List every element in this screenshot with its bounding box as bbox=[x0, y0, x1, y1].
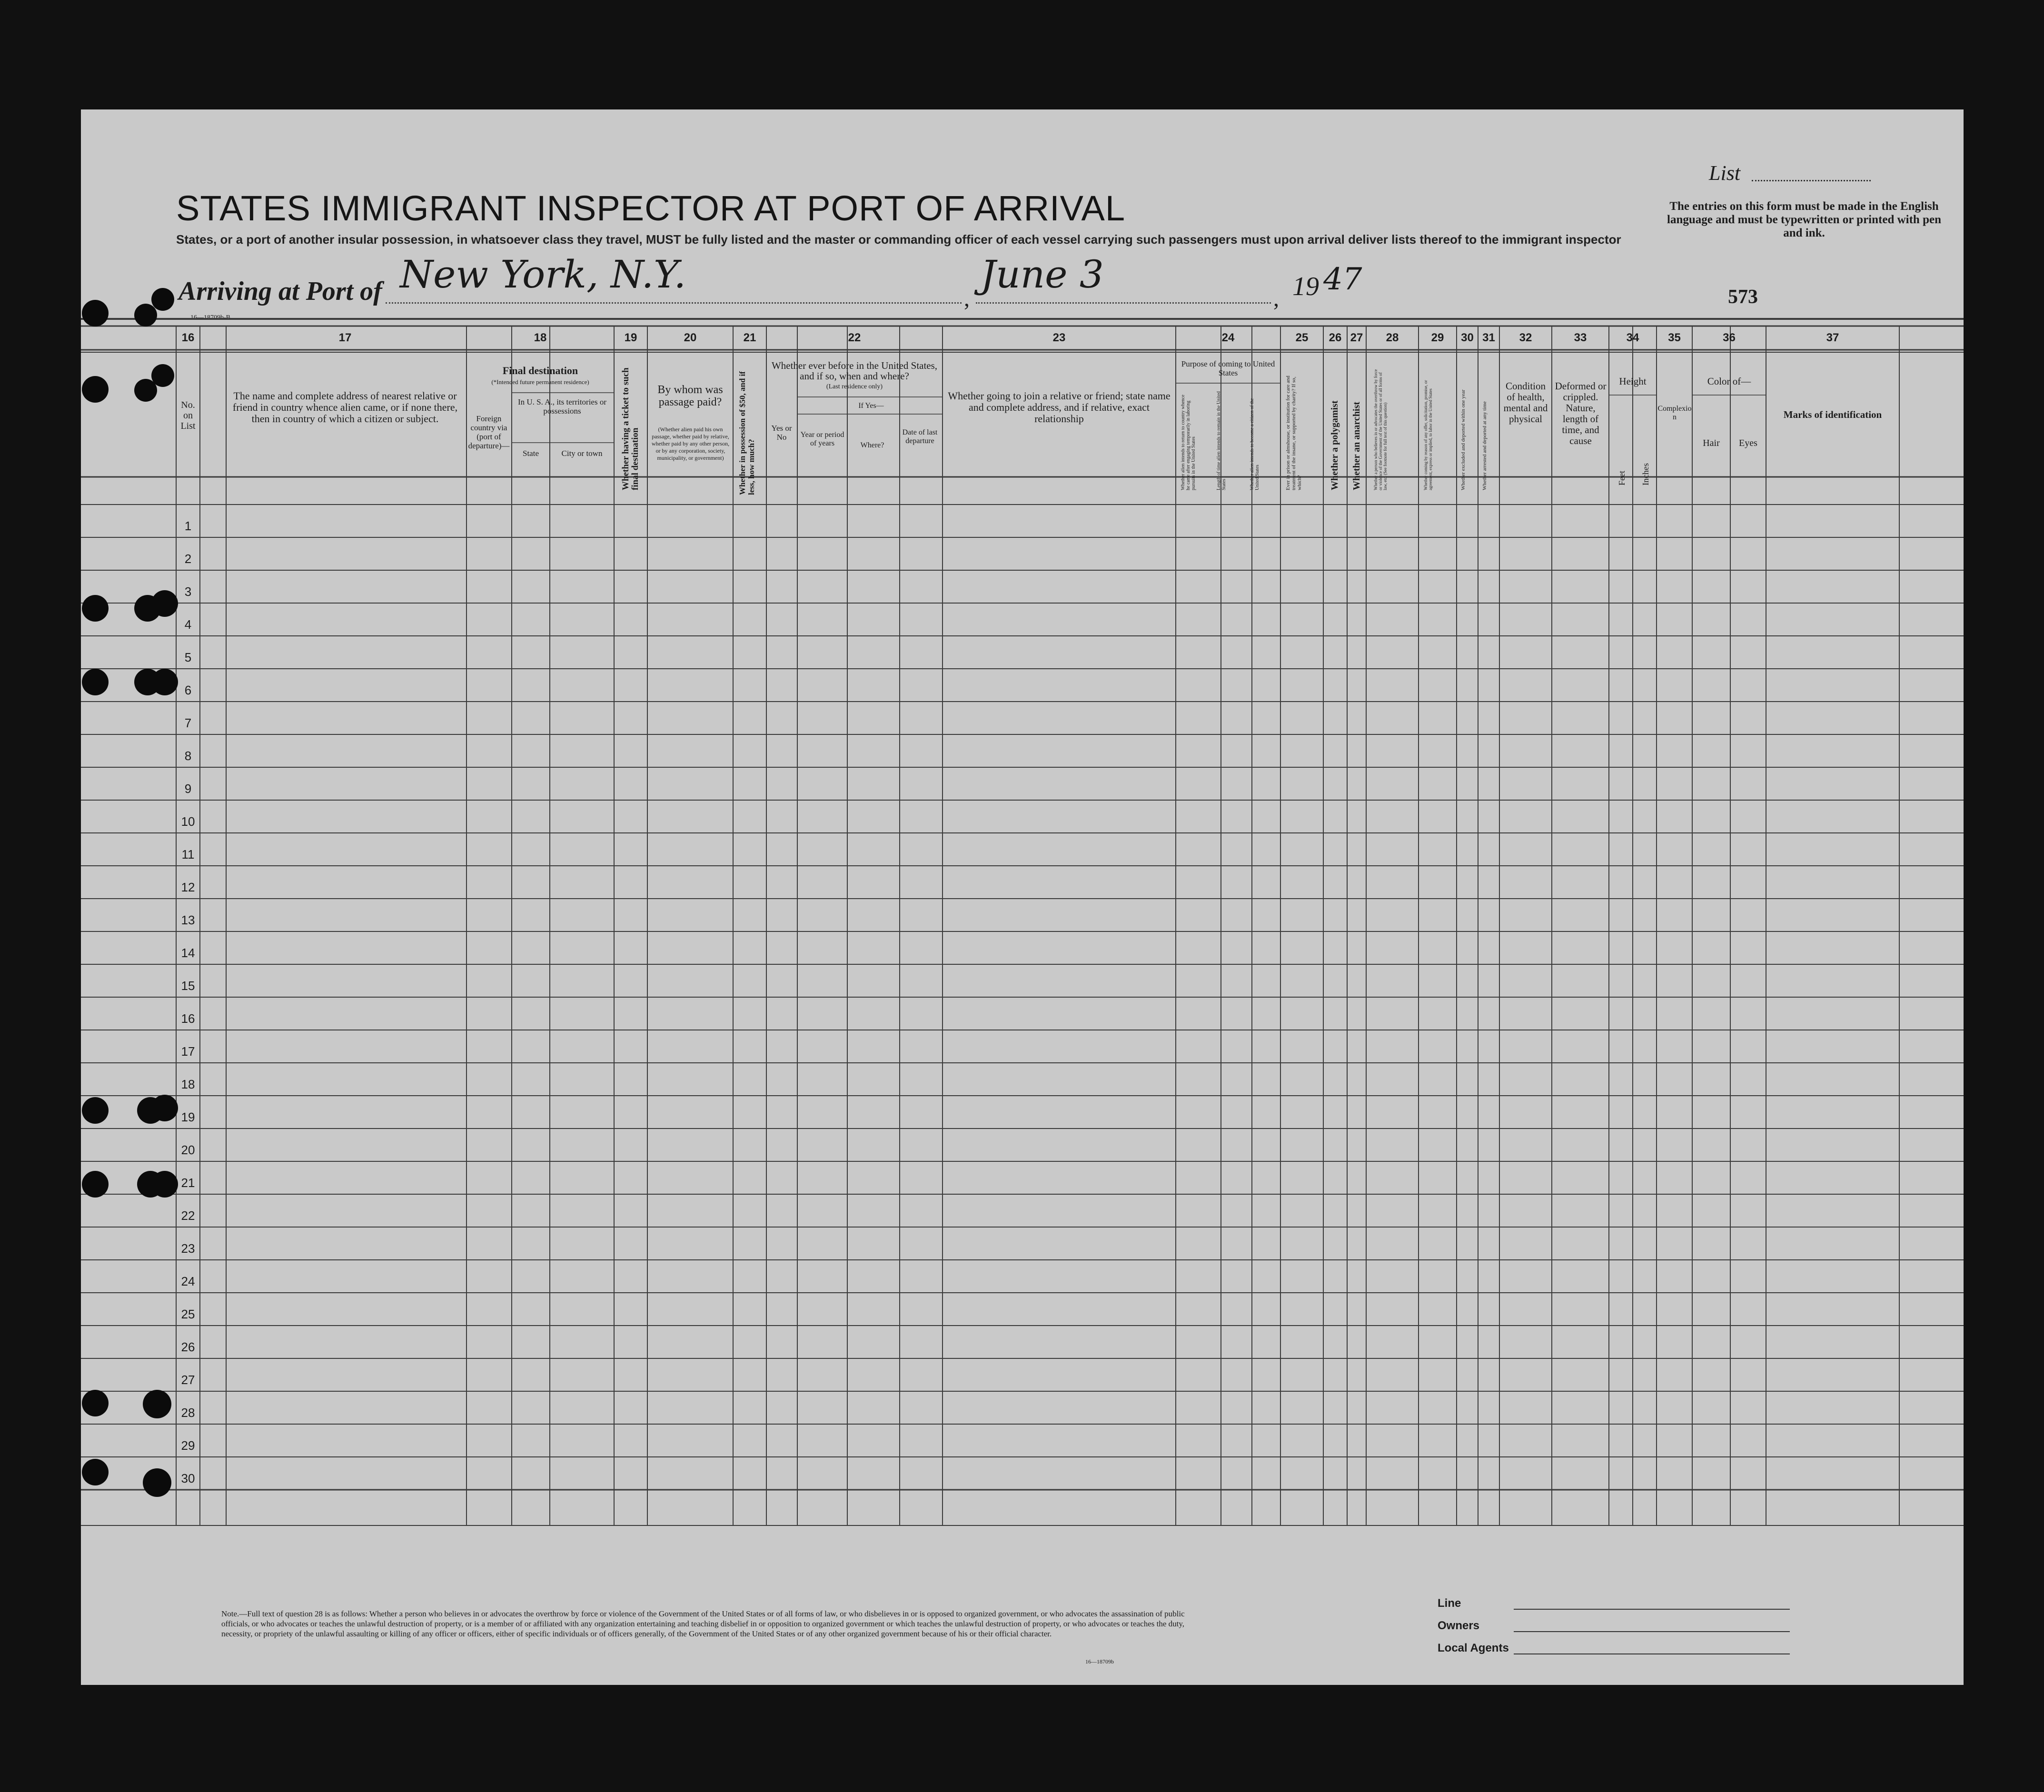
row-number: 12 bbox=[181, 880, 195, 894]
column-number-17: 17 bbox=[338, 331, 352, 344]
row-number: 26 bbox=[181, 1340, 195, 1354]
column-number-37: 37 bbox=[1826, 331, 1839, 344]
footer-agents-label: Local Agents bbox=[1438, 1642, 1509, 1654]
punch-hole bbox=[151, 1171, 178, 1198]
punch-hole bbox=[151, 669, 178, 695]
punch-hole bbox=[143, 1468, 171, 1497]
row-number: 17 bbox=[181, 1044, 195, 1059]
row-number: 20 bbox=[181, 1143, 195, 1157]
header-purpose: Purpose of coming to United States bbox=[1181, 359, 1275, 377]
manifest-grid bbox=[81, 109, 1964, 1685]
column-number-36: 36 bbox=[1723, 331, 1736, 344]
punch-hole bbox=[151, 364, 174, 387]
header-year-period: Year or period of years bbox=[800, 431, 844, 447]
column-number-31: 31 bbox=[1482, 331, 1495, 344]
punch-hole bbox=[151, 590, 178, 617]
column-number-28: 28 bbox=[1386, 331, 1399, 344]
row-number: 16 bbox=[181, 1011, 195, 1026]
row-number: 1 bbox=[184, 519, 192, 533]
header-marks: Marks of identification bbox=[1783, 409, 1882, 420]
row-number: 2 bbox=[184, 552, 192, 566]
header-purpose-citizen: Whether alien intends to become a citizen of the United States bbox=[1250, 398, 1260, 490]
header-final-destination: Final destination bbox=[502, 365, 578, 376]
date-handwritten: June 3 bbox=[981, 252, 1104, 297]
header-purpose-return: Whether alien intends to return to country whence he came after engaging temporarily in laboring pursuits in the United States bbox=[1181, 395, 1196, 490]
header-final-destination-note: (*Intended future permanent residence) bbox=[491, 378, 589, 386]
header-color-of: Color of— bbox=[1707, 376, 1751, 387]
punch-hole bbox=[151, 288, 174, 311]
row-number: 8 bbox=[184, 749, 192, 763]
header-purpose-length: Length of time alien intends to remain in the United States bbox=[1216, 391, 1227, 490]
header-complexion: Complexion bbox=[1657, 405, 1692, 421]
column-number-16: 16 bbox=[181, 331, 195, 344]
column-number-18: 18 bbox=[534, 331, 547, 344]
form-instructions: The entries on this form must be made in the English language and must be typewritten or printed with pen and ink. bbox=[1667, 200, 1941, 239]
header-if-yes: If Yes— bbox=[858, 402, 884, 410]
footnote: Note.—Full text of question 28 is as follows: Whether a person who believes in or advocates the overthrow by force or violence of the Government of the United States or of all forms of law, or who disbelieves in or is opposed to organized government, or who advocates the assassination of public officials, or who advocates or teaches the unlawful destruction of property, or is a member of or affiliated with any organization entertaining and teaching disbelief in or opposition to organized government or which teaches the unlawful destruction of property, or who advocates or teaches the duty, necessity, or propriety of the unlawful assaulting or killing of any officer or officers, either of specific individuals or of officers generally, of the Government of the United States or of any other organized government because of his or their official character. bbox=[221, 1609, 1185, 1638]
list-label: List bbox=[1709, 161, 1741, 185]
column-number-30: 30 bbox=[1461, 331, 1474, 344]
form-code: 16—18709b-B bbox=[190, 314, 230, 321]
column-number-34: 34 bbox=[1626, 331, 1639, 344]
header-condition: Condition of health, mental and physical bbox=[1503, 380, 1548, 425]
row-number: 10 bbox=[181, 814, 195, 829]
form-subtitle: States, or a port of another insular possession, in whatsoever class they travel, MUST be fully listed and the master or commanding officer of each vessel carrying such passengers must upon arrival deliver lists thereof to the immigrant inspector bbox=[176, 232, 1621, 247]
row-number: 19 bbox=[181, 1110, 195, 1124]
header-anarchist: Whether an anarchist bbox=[1351, 402, 1362, 490]
punch-hole bbox=[82, 376, 109, 403]
row-number: 25 bbox=[181, 1307, 195, 1321]
punch-hole bbox=[82, 669, 109, 695]
header-money: Whether in possession of $50, and if less, how much? bbox=[738, 371, 756, 495]
column-number-32: 32 bbox=[1519, 331, 1532, 344]
row-number: 30 bbox=[181, 1471, 195, 1485]
row-number: 14 bbox=[181, 946, 195, 960]
row-number: 4 bbox=[184, 617, 192, 632]
header-going-to-join: Whether going to join a relative or friend; state name and complete address, and if relative, exact relationship bbox=[948, 390, 1171, 425]
row-number: 22 bbox=[181, 1208, 195, 1223]
row-number: 3 bbox=[184, 584, 192, 599]
header-ever-before: Whether ever before in the United States, and if so, when and where? bbox=[771, 360, 938, 382]
header-labor-offer: Whether coming by reason of any offer, solicitation, promise, or agreement, express or implied, to labor in the United States bbox=[1423, 380, 1433, 490]
punch-hole bbox=[82, 300, 109, 327]
header-in-usa: In U. S. A., its territories or possessions bbox=[517, 397, 607, 416]
header-nearest-relative: The name and complete address of nearest relative or friend in country whence alien came, or if none there, then in country of which a citizen or subject. bbox=[232, 390, 458, 425]
column-number-23: 23 bbox=[1052, 331, 1066, 344]
header-polygamist: Whether a polygamist bbox=[1330, 400, 1340, 490]
punch-hole bbox=[143, 1390, 171, 1418]
header-where: Where? bbox=[860, 441, 884, 449]
page-number: 573 bbox=[1728, 286, 1758, 308]
footer-agents-field[interactable] bbox=[1514, 1653, 1790, 1654]
header-ticket: Whether having a ticket to such final destination bbox=[621, 367, 640, 490]
column-number-24: 24 bbox=[1221, 331, 1235, 344]
form-title: STATES IMMIGRANT INSPECTOR AT PORT OF ARRIVAL bbox=[176, 188, 1126, 228]
header-passage-paid: By whom was passage paid? bbox=[657, 384, 723, 408]
row-number: 23 bbox=[181, 1241, 195, 1256]
row-number: 13 bbox=[181, 913, 195, 927]
header-prison: Ever in prison or almshouse, or institution for care and treatment of the insane, or supported by charity? If so, which? bbox=[1285, 376, 1302, 490]
header-city: City or town bbox=[561, 449, 603, 458]
row-number: 9 bbox=[184, 782, 192, 796]
row-number: 28 bbox=[181, 1406, 195, 1420]
footer-owners-field[interactable] bbox=[1514, 1631, 1790, 1632]
row-number: 18 bbox=[181, 1077, 195, 1091]
column-number-21: 21 bbox=[743, 331, 756, 344]
column-number-19: 19 bbox=[624, 331, 637, 344]
header-foreign-country: Foreign country via (port of departure)— bbox=[468, 414, 510, 450]
row-number: 15 bbox=[181, 979, 195, 993]
header-excluded: Whether excluded and deported within one year bbox=[1460, 389, 1466, 490]
header-feet: Feet bbox=[1617, 471, 1627, 485]
row-number: 24 bbox=[181, 1274, 195, 1288]
punch-hole bbox=[82, 1459, 109, 1485]
row-number: 21 bbox=[181, 1176, 195, 1190]
column-number-20: 20 bbox=[684, 331, 697, 344]
column-number-26: 26 bbox=[1329, 331, 1342, 344]
header-deformed: Deformed or crippled. Nature, length of time, and cause bbox=[1555, 380, 1607, 446]
row-number: 5 bbox=[184, 650, 192, 664]
header-state: State bbox=[523, 449, 539, 458]
column-number-33: 33 bbox=[1574, 331, 1587, 344]
header-last-residence: (Last residence only) bbox=[826, 383, 883, 390]
column-number-27: 27 bbox=[1350, 331, 1363, 344]
year-handwritten: 47 bbox=[1323, 262, 1362, 297]
year-prefix: 19 bbox=[1292, 272, 1319, 301]
punch-hole bbox=[151, 1095, 178, 1121]
column-number-22: 22 bbox=[848, 331, 861, 344]
punch-hole bbox=[134, 304, 157, 327]
punch-hole bbox=[82, 1390, 109, 1416]
punch-hole bbox=[82, 595, 109, 622]
column-number-25: 25 bbox=[1295, 331, 1309, 344]
header-hair: Hair bbox=[1703, 438, 1720, 448]
header-arrested: Whether arrested and deported at any time bbox=[1482, 401, 1488, 490]
column-number-35: 35 bbox=[1668, 331, 1681, 344]
header-passage-paid-note: (Whether alien paid his own passage, whether paid by relative, whether paid by any other person, or by any corporation, society, municipality, or government) bbox=[651, 426, 730, 461]
footer-line-field[interactable] bbox=[1514, 1609, 1790, 1610]
row-number: 27 bbox=[181, 1373, 195, 1387]
row-number: 7 bbox=[184, 716, 192, 730]
arriving-port-label: Arriving at Port of bbox=[179, 277, 382, 306]
punch-hole bbox=[82, 1171, 109, 1198]
row-number: 11 bbox=[181, 847, 195, 861]
header-no-on-list: No. on List bbox=[180, 400, 196, 431]
footnote-code: 16—18709b bbox=[1085, 1658, 1114, 1665]
footer-owners-label: Owners bbox=[1438, 1619, 1480, 1632]
row-number: 6 bbox=[184, 683, 192, 697]
header-date-last-departure: Date of last departure bbox=[902, 428, 938, 445]
punch-hole bbox=[82, 1097, 109, 1124]
column-number-29: 29 bbox=[1431, 331, 1444, 344]
header-inches: Inches bbox=[1641, 463, 1650, 485]
header-eyes: Eyes bbox=[1739, 438, 1757, 448]
header-yes-or-no: Yes or No bbox=[771, 424, 792, 442]
header-height: Height bbox=[1619, 376, 1647, 387]
footer-line-label: Line bbox=[1438, 1597, 1461, 1610]
port-handwritten: New York, N.Y. bbox=[400, 252, 686, 297]
manifest-sheet: STATES IMMIGRANT INSPECTOR AT PORT OF ARRIVAL States, or a port of another insular possession, in whatsoever class they travel, MUST be fully listed and the master or commanding officer of each vessel carrying such passengers must upon arrival deliver lists thereof to the immigrant inspector List The entries on this form must be made in the English language and must be typewritten or printed with pen and ink. Arriving at Port of New York, N.Y. , June 3 , 19 47 573 16—18709b-B 16 17 18 19 20 21 22 23 24 25 26 27 28 29 30 31 32 33 34 35 36 37 No. on List The name and complete address of nearest relative or friend in country whence alien came, or if none there, then in country of which a citizen or subject. Final destination (*Intended future permanent residence) Foreign country via (port of departure)— In U. S. A., its territories or possessions State City or town Whether having a ticket to such final destination By whom was passage paid? (Whether alien paid his own passage, whether paid by relative, whether paid by any other person, or by any corporation, society, municipality, or government) Whether in possession of $50, and if less, how much? Whether ever before in the United States, and if so, when and where? (Last residence only) Yes or No If Yes— Year or period of years Where? Date of last departure Whether going to join a relative or friend; state name and complete address, and if relative, exact relationship Purpose of coming to United States Whether alien intends to return to country whence he came after engaging temporarily in laboring pursuits in the United States Length of time alien intends to remain in the United States Whether alien intends to become a citizen of the United States Ever in prison or almshouse, or institution for care and treatment of the insane, or supported by charity? If so, which? Whether a polygamist Whether an anarchist Whether a person who believes in or advocates the overthrow by force or violence of the Government of the United States or of all forms of law, etc. (See footnote for full text of this question) Whether coming by reason of any offer, solicitation, promise, or agreement, express or implied, to labor in the United States Whether excluded and deported within one year Whether arrested and deported at any time Condition of health, mental and physical Deformed or crippled. Nature, length of time, and cause Height Feet Inches Complexion Color of— Hair Eyes Marks of identification 1 2 3 4 5 6 7 8 9 10 11 12 13 14 15 16 17 18 19 20 21 22 23 24 25 26 27 28 29 30 Note.—Full text of question 28 is as follows: Whether a person who believes in or advocates the overthrow by force or violence of the Government of the United States or of all forms of law, or who disbelieves in or is opposed to organized government, or who advocates the assassination of public officials, or who advocates or teaches the unlawful destruction of property, or is a member of or affiliated with any organization entertaining and teaching disbelief in or opposition to organized government or which teaches the unlawful destruction of property, or who advocates or teaches the duty, necessity, or propriety of the unlawful assaulting or killing of any officer or officers, either of specific individuals or of officers generally, of the Government of the United States or of any other organized government because of his or their official character. 16—18709b Line Owners Local Agents bbox=[81, 109, 1964, 1685]
header-overthrow: Whether a person who believes in or advocates the overthrow by force or violence of the Government of the United States or of all forms of law, etc. (See footnote for full text of this question) bbox=[1373, 369, 1388, 490]
row-number: 29 bbox=[181, 1438, 195, 1453]
